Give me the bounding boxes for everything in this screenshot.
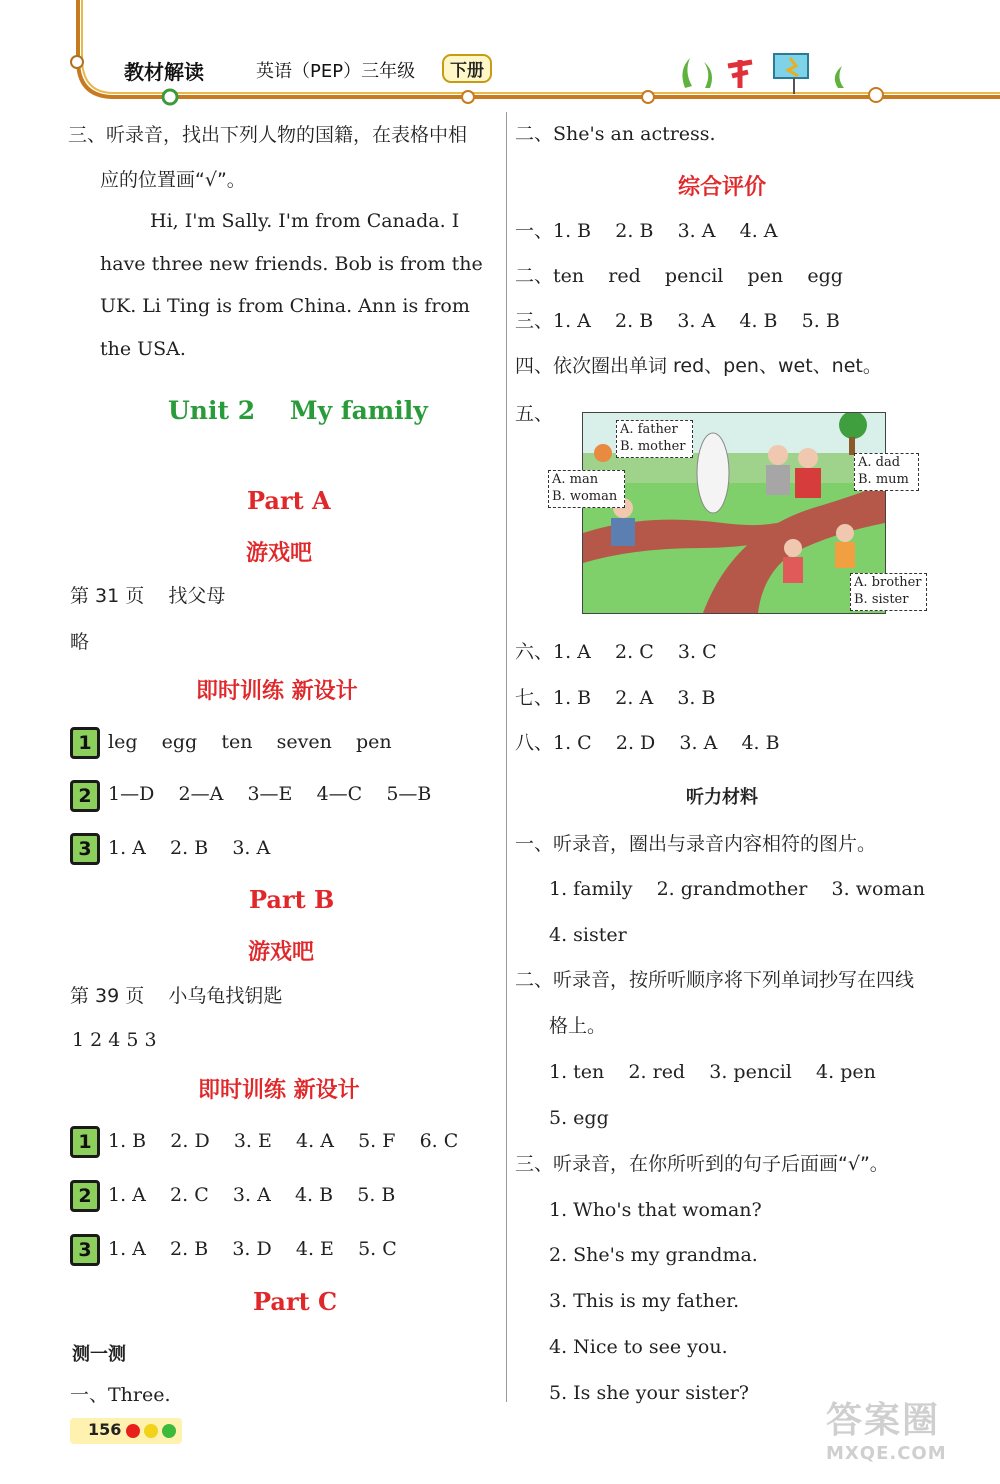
number-box-3: 3 <box>70 833 100 865</box>
listening-q2-items-a: 1. ten 2. red 3. pencil 4. pen <box>549 1061 876 1083</box>
number-box-2: 2 <box>70 1180 100 1212</box>
page-ref-b: 第 39 页 小乌龟找钥匙 <box>70 985 283 1007</box>
evaluation-heading: 综合评价 <box>678 175 767 200</box>
sentence-4: 4. Nice to see you. <box>549 1336 728 1358</box>
answer-b1: 1. B 2. D 3. E 4. A 5. F 6. C <box>108 1130 459 1152</box>
plant-icon <box>682 58 844 88</box>
option-mum: B. mum <box>858 472 909 487</box>
eval-answer-8: 八、1. C 2. D 3. A 4. B <box>515 732 780 754</box>
option-sister: B. sister <box>854 592 909 607</box>
eval-answer-7: 七、1. B 2. A 3. B <box>515 687 716 709</box>
section-3-line-1: 三、听录音，找出下列人物的国籍，在表格中相 <box>68 124 468 146</box>
watermark-logo: 答案圈 <box>826 1400 941 1441</box>
listening-q1-items-a: 1. family 2. grandmother 3. woman <box>549 878 925 900</box>
green-dot-icon <box>162 1424 176 1438</box>
part-c-heading: Part C <box>253 1287 338 1316</box>
listening-q3: 三、听录音，在你所听到的句子后面画“√”。 <box>515 1153 889 1175</box>
passage-line-1: Hi, I'm Sally. I'm from Canada. I <box>150 210 460 232</box>
page-number: 156 <box>88 1420 122 1439</box>
eval-answer-4: 四、依次圈出单词 red、pen、wet、net。 <box>515 355 882 377</box>
option-man: A. man <box>552 472 599 487</box>
watermark <box>826 1392 996 1476</box>
eval-answer-6: 六、1. A 2. C 3. C <box>515 641 717 663</box>
test-heading: 测一测 <box>72 1344 126 1365</box>
eval-answer-3: 三、1. A 2. B 3. A 4. B 5. B <box>515 310 840 332</box>
page-number-bar <box>70 1418 182 1444</box>
answer-a1: leg egg ten seven pen <box>108 731 392 753</box>
option-dad: A. dad <box>858 455 901 470</box>
flag-icon <box>774 54 808 94</box>
label-box-father <box>616 420 693 458</box>
label-box-dad <box>854 453 919 491</box>
eval-answer-5: 五、 <box>515 403 554 425</box>
answer-b2: 1. A 2. C 3. A 4. B 5. B <box>108 1184 396 1206</box>
red-dot-icon <box>126 1424 140 1438</box>
answer-a2: 1—D 2—A 3—E 4—C 5—B <box>108 783 432 805</box>
sequence-answer: 1 2 4 5 3 <box>72 1029 157 1051</box>
answer-a3: 1. A 2. B 3. A <box>108 837 271 859</box>
listening-q1-items-b: 4. sister <box>549 924 627 946</box>
eval-answer-2: 二、ten red pencil pen egg <box>515 265 843 287</box>
column-divider <box>506 112 507 1402</box>
eval-answer-1: 一、1. B 2. B 3. A 4. A <box>515 220 778 242</box>
page-ref-a: 第 31 页 找父母 <box>70 585 226 607</box>
omitted-note: 略 <box>70 631 90 653</box>
watermark-url: MXQE.COM <box>826 1443 947 1464</box>
yellow-dot-icon <box>144 1424 158 1438</box>
sentence-1: 1. Who's that woman? <box>549 1199 762 1221</box>
option-brother: A. brother <box>854 575 922 590</box>
number-box-1: 1 <box>70 727 100 759</box>
sentence-3: 3. This is my father. <box>549 1290 740 1312</box>
passage-line-3: UK. Li Ting is from China. Ann is from <box>100 295 470 317</box>
number-box-2: 2 <box>70 780 100 812</box>
answer-three: 一、Three. <box>70 1384 171 1406</box>
section-3-line-2: 应的位置画“√”。 <box>100 169 246 191</box>
option-woman: B. woman <box>552 489 618 504</box>
listening-q2: 二、听录音，按所听顺序将下列单词抄写在四线 <box>515 969 915 991</box>
listening-q2-cont: 格上。 <box>549 1015 607 1037</box>
training-heading-b: 即时训练 新设计 <box>198 1078 360 1103</box>
book-title: 教材解读 <box>124 60 204 84</box>
unit-title: Unit 2 My family <box>168 396 428 425</box>
game-heading-a: 游戏吧 <box>246 541 313 566</box>
number-box-3: 3 <box>70 1234 100 1266</box>
answer-actress: 二、She's an actress. <box>515 123 716 145</box>
label-box-man <box>548 470 625 508</box>
option-father: A. father <box>620 422 678 437</box>
book-subtitle: 英语（PEP）三年级 <box>256 61 416 82</box>
number-box-1: 1 <box>70 1126 100 1158</box>
passage-line-2: have three new friends. Bob is from the <box>100 253 483 275</box>
answer-b3: 1. A 2. B 3. D 4. E 5. C <box>108 1238 397 1260</box>
sentence-2: 2. She's my grandma. <box>549 1244 758 1266</box>
option-mother: B. mother <box>620 439 686 454</box>
part-a-heading: Part A <box>247 486 331 515</box>
training-heading-a: 即时训练 新设计 <box>196 679 358 704</box>
sentence-5: 5. Is she your sister? <box>549 1382 749 1404</box>
volume-badge: 下册 <box>442 54 492 83</box>
listening-q1: 一、听录音，圈出与录音内容相符的图片。 <box>515 833 877 855</box>
game-heading-b: 游戏吧 <box>248 940 315 965</box>
listening-heading: 听力材料 <box>686 787 758 808</box>
listening-q2-items-b: 5. egg <box>549 1107 609 1129</box>
passage-line-4: the USA. <box>100 338 186 360</box>
part-b-heading: Part B <box>249 885 335 914</box>
label-box-brother <box>850 573 927 611</box>
